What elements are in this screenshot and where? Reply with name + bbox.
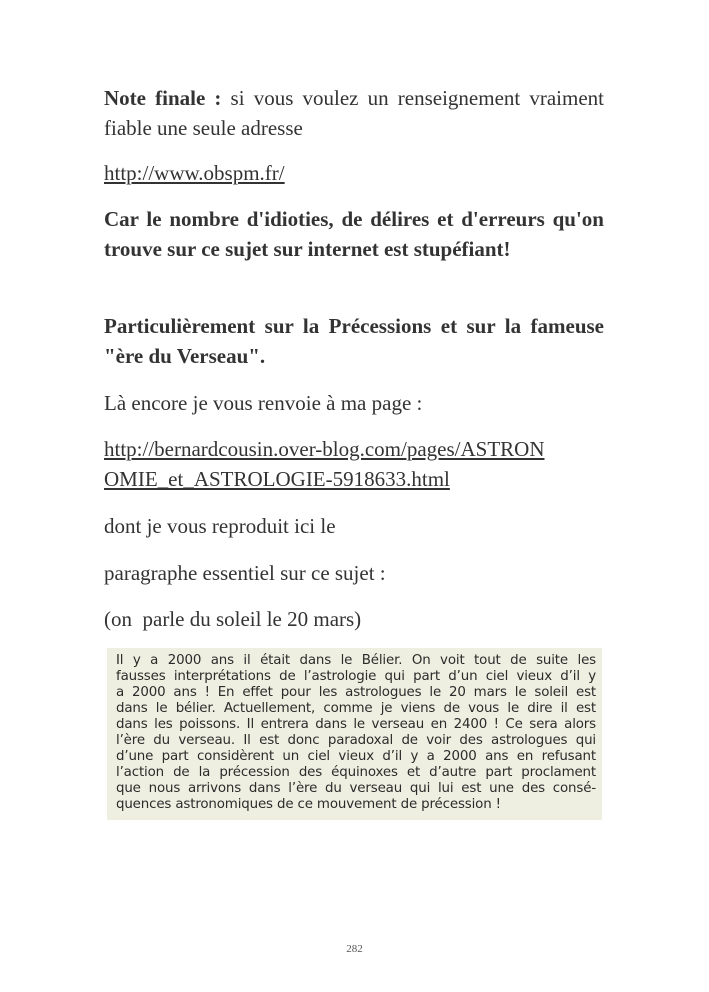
quote-line: l’ère du verseau. Il est donc paradoxal de voir des astrologues qui (116, 733, 596, 748)
quote-line: a 2000 ans ! En effet pour les astrologues le 20 mars le soleil est (116, 685, 596, 700)
blog-link[interactable] (104, 434, 604, 494)
quote-line: que nous arrivons dans l’ère du verseau qui lui est une des consé- (116, 781, 596, 796)
quote-line: Il y a 2000 ans il était dans le Bélier. On voit tout de suite les (116, 653, 596, 668)
quote-line: quences astronomiques de ce mouvement de précession ! (116, 797, 501, 812)
blog-link-line-1: http://bernardcousin.over-blog.com/pages/ASTRON (104, 437, 545, 461)
scanned-quote-image (107, 648, 602, 820)
precession-paragraph: Particulièrement sur la Précessions et sur la fameuse "ère du Verseau". (104, 314, 604, 368)
blog-link-line-2: OMIE_et_ASTROLOGIE-5918633.html (104, 467, 450, 491)
obspm-link[interactable]: http://www.obspm.fr/ (104, 161, 285, 185)
quote-line: l’action de la précession des équinoxes et d’autre part proclament (116, 765, 596, 780)
blog-link-paragraph (104, 434, 604, 494)
paragraphe-essentiel-paragraph: paragraphe essentiel sur ce sujet : (104, 561, 386, 585)
soleil-paragraph: (on parle du soleil le 20 mars) (104, 607, 362, 631)
page-number: 282 (346, 943, 363, 955)
note-finale-label: Note finale : (104, 86, 222, 110)
note-finale-paragraph (104, 83, 604, 143)
obspm-link-paragraph (104, 158, 604, 188)
renvoie-paragraph: Là encore je vous renvoie à ma page : (104, 391, 423, 415)
quote-line: dans le bélier. Actuellement, comme je viens de vous le dire il est (116, 701, 596, 716)
reproduit-paragraph: dont je vous reproduit ici le (104, 514, 336, 538)
idioties-paragraph: Car le nombre d'idioties, de délires et d'erreurs qu'on trouve sur ce sujet sur internet est stupéfiant! (104, 207, 604, 261)
quote-line: dans les poissons. Il entrera dans le verseau en 2400 ! Ce sera alors (116, 717, 596, 732)
quote-line: d’une part considèrent un ciel vieux d’il y a 2000 ans en refusant (116, 749, 596, 764)
quote-line: fausses interprétations de l’astrologie qui part d’un ciel vieux d’il y (116, 669, 596, 684)
note-finale-text: si vous voulez un renseignement vraiment fiable une seule adresse (104, 86, 604, 140)
